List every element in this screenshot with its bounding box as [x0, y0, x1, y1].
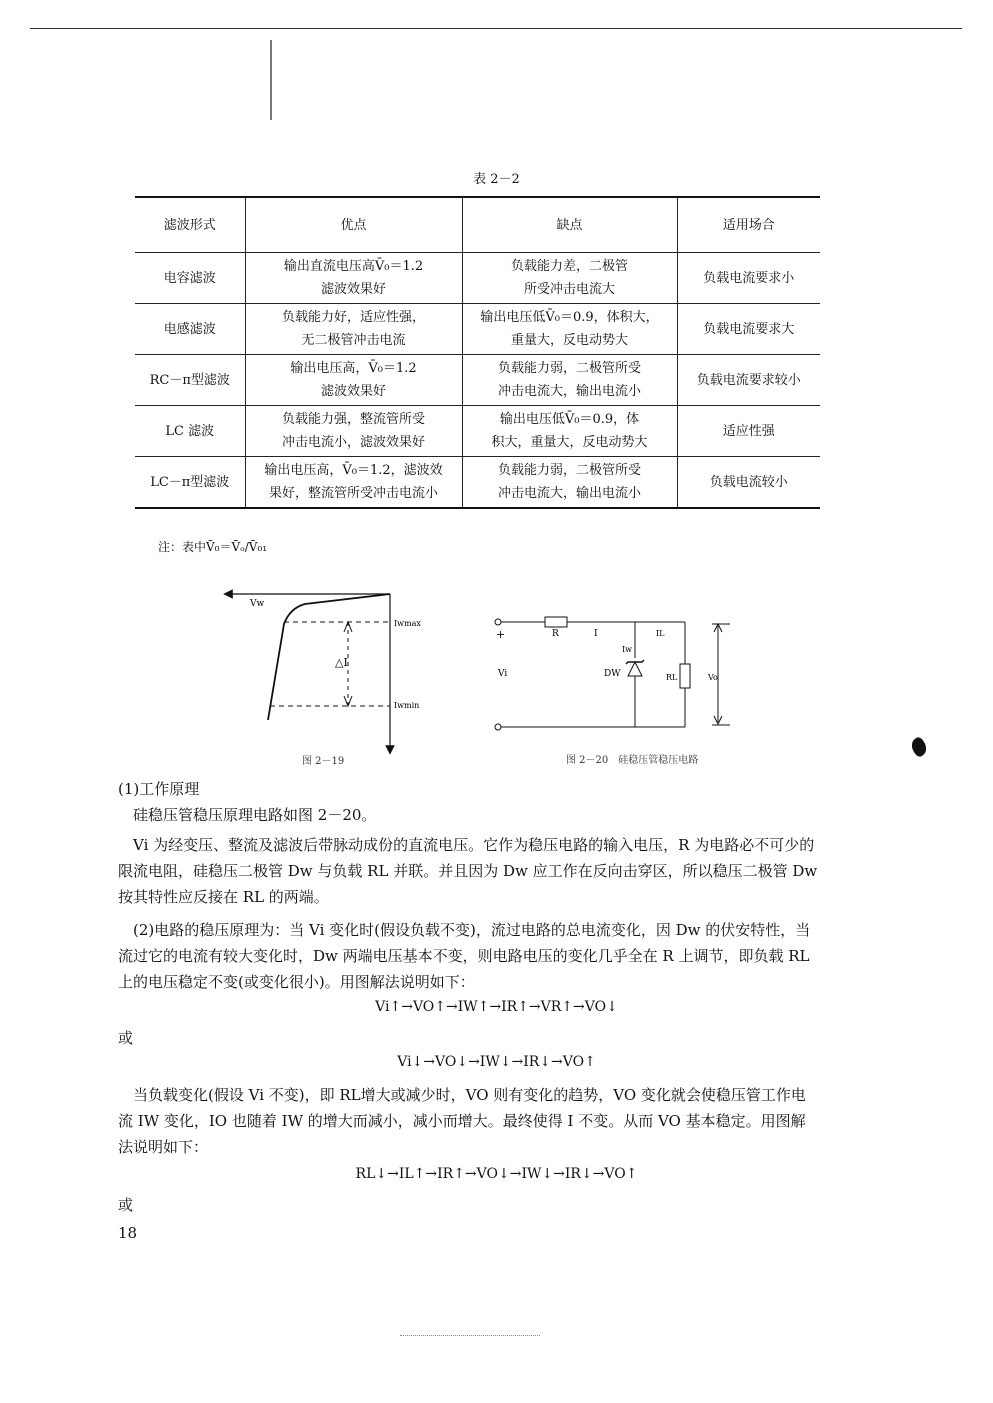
- paragraph: 硅稳压管稳压原理电路如图 2－20。: [133, 806, 377, 824]
- top-rule: [30, 28, 962, 29]
- use-cell: 负载电流要求小: [677, 253, 820, 304]
- filter-type-cell: 电感滤波: [135, 304, 245, 355]
- paragraph: Vi 为经变压、整流及滤波后带脉动成份的直流电压。它作为稳压电路的输入电压，R 为电路必不可少的限流电阻，硅稳压二极管 Dw 与负载 RL 并联。并且因为 Dw 应工作在反向击穿区，所以稳压二极管 Dw 按其特性应反接在 RL 的两端。: [118, 836, 818, 906]
- fig20-caption: 图 2－20 硅稳压管稳压电路: [566, 755, 699, 766]
- pro-cell: 输出电压高，V̄₀＝1.2，滤波效 果好，整流管所受冲击电流小: [245, 457, 462, 509]
- filter-type-cell: RC－π型滤波: [135, 355, 245, 406]
- filter-comparison-table: [135, 196, 820, 509]
- vo-label: Vo: [708, 673, 718, 682]
- zener-diode-symbol: [628, 662, 642, 676]
- vw-label: Vw: [250, 599, 265, 609]
- iw-label: Iw: [622, 645, 633, 654]
- dw-label: DW: [604, 669, 621, 679]
- section-heading: (1)工作原理: [118, 780, 200, 798]
- table-row: [135, 355, 820, 406]
- formula: Vi↓→VO↓→IW↓→IR↓→VO↑: [397, 1054, 596, 1070]
- or-label: 或: [118, 1196, 134, 1214]
- formula: RL↓→IL↑→IR↑→VO↓→IW↓→IR↓→VO↑: [355, 1166, 638, 1182]
- fig19-caption: 图 2－19: [302, 756, 345, 767]
- input-terminal-bottom: [495, 724, 501, 730]
- resistor-r: [545, 617, 567, 627]
- filter-type-cell: LC 滤波: [135, 406, 245, 457]
- il-label: IL: [656, 629, 665, 638]
- table-note: 注：表中V̄₀＝V̄ₒ/V̄₀₁: [158, 540, 268, 554]
- rl-label: RL: [666, 673, 678, 682]
- paragraph: (2)电路的稳压原理为：当 Vi 变化时(假设负载不变)，流过电路的总电流变化，因 Dw 的伏安特性，当流过它的电流有较大变化时，Dw 两端电压基本不变，则电路电压的变化几乎全在 R 上调节，即负载 RL 上的电压稳定不变(或变化很小)。用图解法说明如下：: [118, 921, 811, 991]
- header-cell: 优点: [245, 197, 462, 253]
- use-cell: 负载电流要求大: [677, 304, 820, 355]
- table-header-row: [135, 197, 820, 253]
- vi-label: Vi: [498, 669, 508, 679]
- or-label: 或: [118, 1029, 134, 1047]
- imin-label: Iwmin: [394, 701, 420, 710]
- pro-cell: 输出电压高，V̄₀＝1.2 滤波效果好: [245, 355, 462, 406]
- page-number: 18: [118, 1224, 138, 1242]
- filter-type-cell: 电容滤波: [135, 253, 245, 304]
- pro-cell: 输出直流电压高V̄₀＝1.2 滤波效果好: [245, 253, 462, 304]
- table-row: [135, 406, 820, 457]
- use-cell: 适应性强: [677, 406, 820, 457]
- characteristic-curve: [268, 594, 390, 720]
- use-cell: 负载电流较小: [677, 457, 820, 509]
- header-cell: 适用场合: [677, 197, 820, 253]
- imax-label: Iwmax: [394, 619, 421, 628]
- table-row: [135, 304, 820, 355]
- header-cell: 滤波形式: [135, 197, 245, 253]
- table-row: [135, 457, 820, 509]
- formula: Vi↑→VO↑→IW↑→IR↑→VR↑→VO↓: [375, 999, 618, 1015]
- pro-cell: 负载能力强，整流管所受 冲击电流小，滤波效果好: [245, 406, 462, 457]
- use-cell: 负载电流要求较小: [677, 355, 820, 406]
- delta-i-label: △I: [335, 656, 348, 669]
- i-label: I: [594, 629, 598, 639]
- r-label: R: [552, 629, 559, 639]
- zener-bar: [626, 660, 644, 664]
- scan-blot: [908, 736, 930, 759]
- filter-type-cell: LC－π型滤波: [135, 457, 245, 509]
- con-cell: 输出电压低V̄₀＝0.9，体积大， 重量大，反电动势大: [462, 304, 677, 355]
- footer-dots: [400, 1335, 540, 1336]
- scan-mark: [270, 40, 272, 120]
- pro-cell: 负载能力好，适应性强， 无二极管冲击电流: [245, 304, 462, 355]
- paragraph: 当负载变化(假设 Vi 不变)，即 RL增大或减少时，VO 则有变化的趋势，VO 变化就会使稳压管工作电流 IW 变化，IO 也随着 IW 的增大而减小，减小而增大。最终使得 I 不变。从而 VO 基本稳定。用图解法说明如下：: [118, 1086, 806, 1156]
- con-cell: 输出电压低V̄₀＝0.9，体 积大，重量大，反电动势大: [462, 406, 677, 457]
- con-cell: 负载能力弱，二极管所受 冲击电流大，输出电流小: [462, 355, 677, 406]
- con-cell: 负载能力弱，二极管所受 冲击电流大，输出电流小: [462, 457, 677, 509]
- table-row: [135, 253, 820, 304]
- plus-label: +: [496, 628, 506, 641]
- load-resistor-rl: [680, 664, 690, 688]
- zener-regulator-circuit: [480, 600, 760, 745]
- header-cell: 缺点: [462, 197, 677, 253]
- input-terminal-top: [495, 619, 501, 625]
- zener-characteristic-figure: [210, 580, 450, 770]
- table-title: 表 2－2: [473, 172, 520, 187]
- con-cell: 负载能力差，二极管 所受冲击电流大: [462, 253, 677, 304]
